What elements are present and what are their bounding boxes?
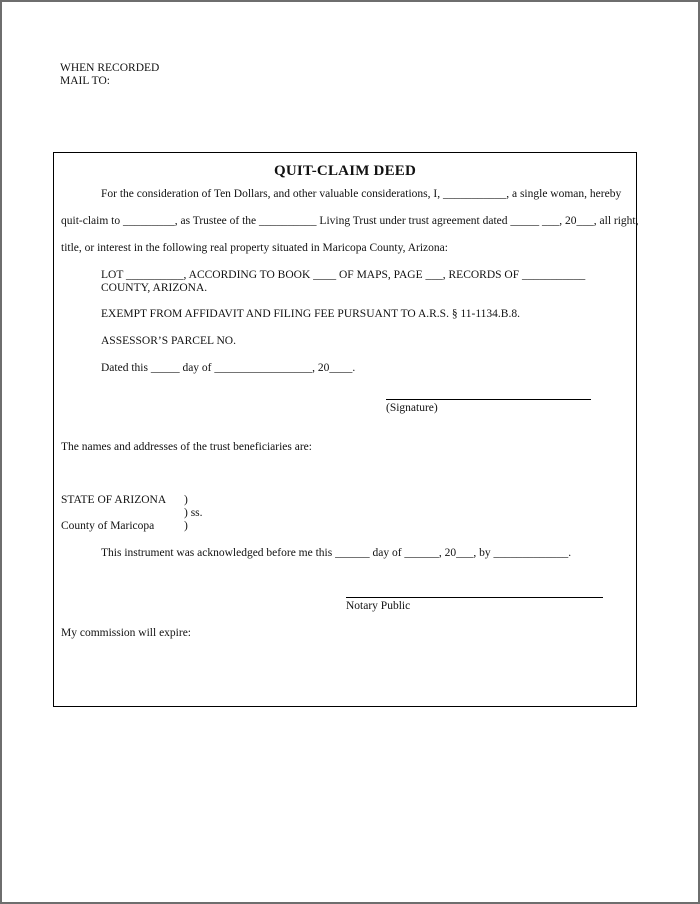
recording-header bbox=[60, 62, 159, 88]
consideration-line-2: quit-claim to _________, as Trustee of the __________ Living Trust under trust agreement dated _____ ___, 20___, all right, bbox=[61, 215, 639, 227]
acknowledgment-line: This instrument was acknowledged before me this ______ day of ______, 20___, by _____________. bbox=[101, 547, 572, 559]
venue-paren-3: ) bbox=[184, 520, 188, 532]
signature-line bbox=[386, 399, 591, 400]
county-label: County of Maricopa bbox=[61, 520, 155, 532]
deed-title: QUIT-CLAIM DEED bbox=[273, 163, 417, 179]
mail-to-label: MAIL TO: bbox=[60, 75, 110, 87]
when-recorded-label: WHEN RECORDED bbox=[60, 62, 160, 74]
dated-line: Dated this _____ day of _________________, 20____. bbox=[101, 362, 356, 374]
beneficiaries-label: The names and addresses of the trust beneficiaries are: bbox=[61, 441, 312, 453]
notary-public-label: Notary Public bbox=[346, 600, 411, 612]
parcel-number-label: ASSESSOR’S PARCEL NO. bbox=[101, 335, 236, 347]
lot-line-1: LOT __________, ACCORDING TO BOOK ____ OF MAPS, PAGE ___, RECORDS OF ___________ bbox=[101, 269, 586, 281]
venue-paren-1: ) bbox=[184, 494, 188, 506]
commission-expiry-label: My commission will expire: bbox=[61, 627, 192, 639]
state-label: STATE OF ARIZONA bbox=[61, 494, 167, 506]
notary-signature-line bbox=[346, 597, 603, 598]
deed-box bbox=[53, 152, 637, 707]
exemption-statement: EXEMPT FROM AFFIDAVIT AND FILING FEE PURSUANT TO A.R.S. § 11-1134.B.8. bbox=[101, 308, 520, 320]
venue-ss: ) ss. bbox=[184, 507, 203, 519]
signature-label: (Signature) bbox=[386, 402, 438, 414]
lot-line-2: COUNTY, ARIZONA. bbox=[101, 282, 208, 294]
consideration-line-1: For the consideration of Ten Dollars, and other valuable considerations, I, ___________, a single woman, hereby bbox=[101, 188, 622, 200]
consideration-line-3: title, or interest in the following real property situated in Maricopa County, Arizona: bbox=[61, 242, 448, 254]
